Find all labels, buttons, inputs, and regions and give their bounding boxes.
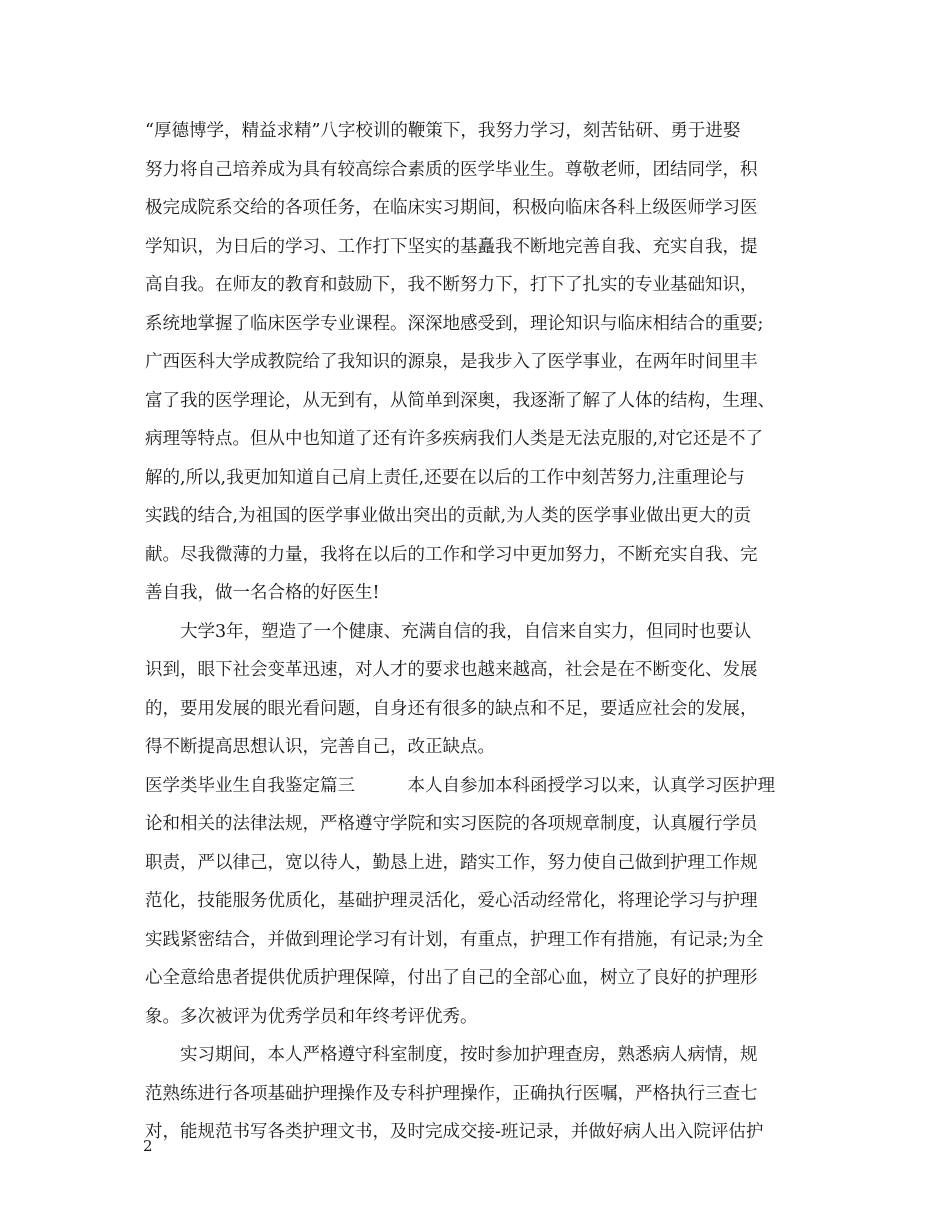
text-line: 努力将自己培养成为具有较高综合素质的医学毕业生。尊敬老师，团结同学，积 — [145, 159, 758, 180]
text-line: 范熟练进行各项基础护理操作及专科护理操作，正确执行医嘱，严格执行三查七 — [145, 1083, 758, 1104]
text-line: “厚德博学，精益求精”八字校训的鞭策下，我努力学习，刻苦钻研、勇于进娶 — [145, 121, 741, 141]
text-line: 的，要用发展的眼光看问题，自身还有很多的缺点和不足，要适应社会的发展， — [145, 698, 758, 719]
text-line: 善自我，做一名合格的好医生! — [145, 583, 380, 603]
text-line: 极完成院系交给的各项任务，在临床实习期间，积极向临床各科上级医师学习医 — [145, 198, 758, 218]
text-line: 职责，严以律己，宽以待人，勤恳上进，踏实工作，努力使自己做到护理工作规 — [145, 852, 758, 873]
text-line: 解的,所以,我更加知道自己肩上责任,还要在以后的工作中刻苦努力,注重理论与 — [145, 467, 745, 488]
section-heading-line: 医学类毕业生自我鉴定篇三 本人自参加本科函授学习以来，认真学习医护理 — [145, 775, 775, 796]
text-line: 实践的结合,为祖国的医学事业做出突出的贡献,为人类的医学事业做出更大的贡 — [145, 506, 752, 526]
text-line: 象。多次被评为优秀学员和年终考评优秀。 — [145, 1006, 478, 1027]
text-line: 对，能规范书写各类护理文书，及时完成交接-班记录，并做好病人出入院评估护 — [145, 1122, 764, 1142]
text-line: 学知识，为日后的学习、工作打下坚实的基矗我不断地完善自我、充实自我，提 — [145, 236, 758, 257]
text-line: 系统地掌握了临床医学专业课程。深深地感受到，理论知识与临床相结合的重要; — [145, 313, 764, 334]
text-line: 识到，眼下社会变革迅速，对人才的要求也越来越高，社会是在不断变化、发展 — [145, 660, 758, 680]
text-line: 得不断提高思想认识，完善自己，改正缺点。 — [145, 737, 495, 757]
text-line: 大学3年，塑造了一个健康、充满自信的我，自信来自实力，但同时也要认 — [145, 621, 752, 642]
text-line: 献。尽我微薄的力量，我将在以后的工作和学习中更加努力，不断充实自我、完 — [145, 544, 758, 565]
text-line: 广西医科大学成教院给了我知识的源泉，是我步入了医学事业，在两年时间里丰 — [145, 352, 758, 372]
text-line: 心全意给患者提供优质护理保障，付出了自己的全部心血，树立了良好的护理形 — [145, 968, 758, 988]
text-line: 高自我。在师友的教育和鼓励下，我不断努力下，打下了扎实的专业基础知识， — [145, 275, 758, 295]
text-line: 范化，技能服务优质化，基础护理灵活化，爱心活动经常化，将理论学习与护理 — [145, 891, 758, 911]
text-line: 病理等特点。但从中也知道了还有许多疾病我们人类是无法克服的,对它还是不了 — [145, 429, 764, 449]
body-text — [145, 112, 825, 1152]
text-line: 实践紧密结合，并做到理论学习有计划，有重点，护理工作有措施，有记录;为全 — [145, 929, 764, 950]
page-number: 2 — [143, 1137, 153, 1155]
text-line: 论和相关的法律法规，严格遵守学院和实习医院的各项规章制度，认真履行学员 — [145, 814, 758, 834]
text-line: 实习期间，本人严格遵守科室制度，按时参加护理查房，熟悉病人病情，规 — [145, 1045, 758, 1065]
text-line: 富了我的医学理论，从无到有，从简单到深奥，我逐渐了解了人体的结构，生理、 — [145, 390, 775, 411]
